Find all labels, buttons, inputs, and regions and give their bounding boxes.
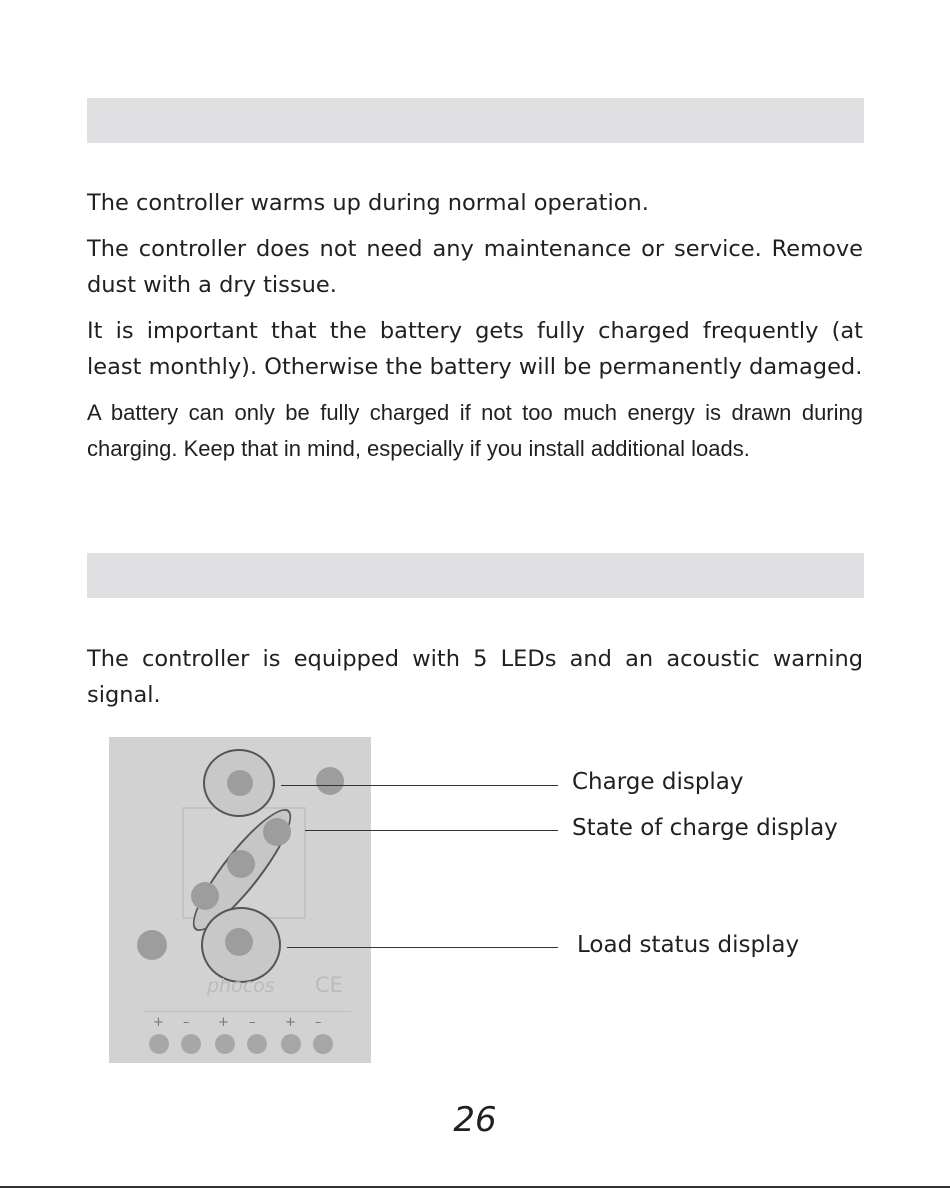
brand-logo: phocos	[207, 975, 275, 997]
terminal-sign: +	[285, 1015, 296, 1030]
load-status-leader-line	[287, 947, 558, 948]
status-led-right	[316, 767, 344, 795]
charge-display-label: Charge display	[572, 769, 744, 795]
soc-led-high	[263, 818, 291, 846]
paragraph: A battery can only be fully charged if not too much energy is drawn during charging. Keep that in mind, especially if you install additional loads.	[87, 400, 863, 461]
paragraph: The controller warms up during normal operation.	[87, 190, 649, 216]
section-header-band-1	[87, 98, 864, 143]
bottom-rule	[0, 1186, 950, 1188]
soc-led-mid	[227, 850, 255, 878]
terminal-sign: –	[183, 1015, 190, 1030]
paragraph: The controller does not need any maintenance or service. Remove dust with a dry tissue.	[87, 236, 863, 298]
load-status-display-label: Load status display	[577, 932, 800, 958]
terminal-screw	[313, 1034, 333, 1054]
led-left	[137, 930, 167, 960]
terminal-screw	[215, 1034, 235, 1054]
load-led	[225, 928, 253, 956]
terminal-screw	[281, 1034, 301, 1054]
section-1-body	[87, 185, 863, 477]
terminal-sign: +	[153, 1015, 164, 1030]
terminal-sign: +	[218, 1015, 229, 1030]
paragraph: It is important that the battery gets fully charged frequently (at least monthly). Otherwise the battery will be permanently damaged.	[87, 318, 863, 380]
terminal-screw	[247, 1034, 267, 1054]
charge-display-leader-line	[281, 785, 558, 786]
page-number: 26	[453, 1100, 497, 1140]
state-of-charge-display-label: State of charge display	[572, 815, 838, 841]
section-header-band-2	[87, 553, 864, 598]
state-of-charge-leader-line	[305, 830, 558, 831]
soc-led-low	[191, 882, 219, 910]
terminal-screw	[149, 1034, 169, 1054]
ce-mark: CE	[315, 973, 343, 997]
terminal-screw	[181, 1034, 201, 1054]
terminal-sign: –	[315, 1015, 322, 1030]
section-2-body	[87, 641, 863, 723]
charge-led	[227, 770, 253, 796]
terminal-sign: –	[249, 1015, 256, 1030]
paragraph: The controller is equipped with 5 LEDs and an acoustic warning signal.	[87, 646, 863, 708]
